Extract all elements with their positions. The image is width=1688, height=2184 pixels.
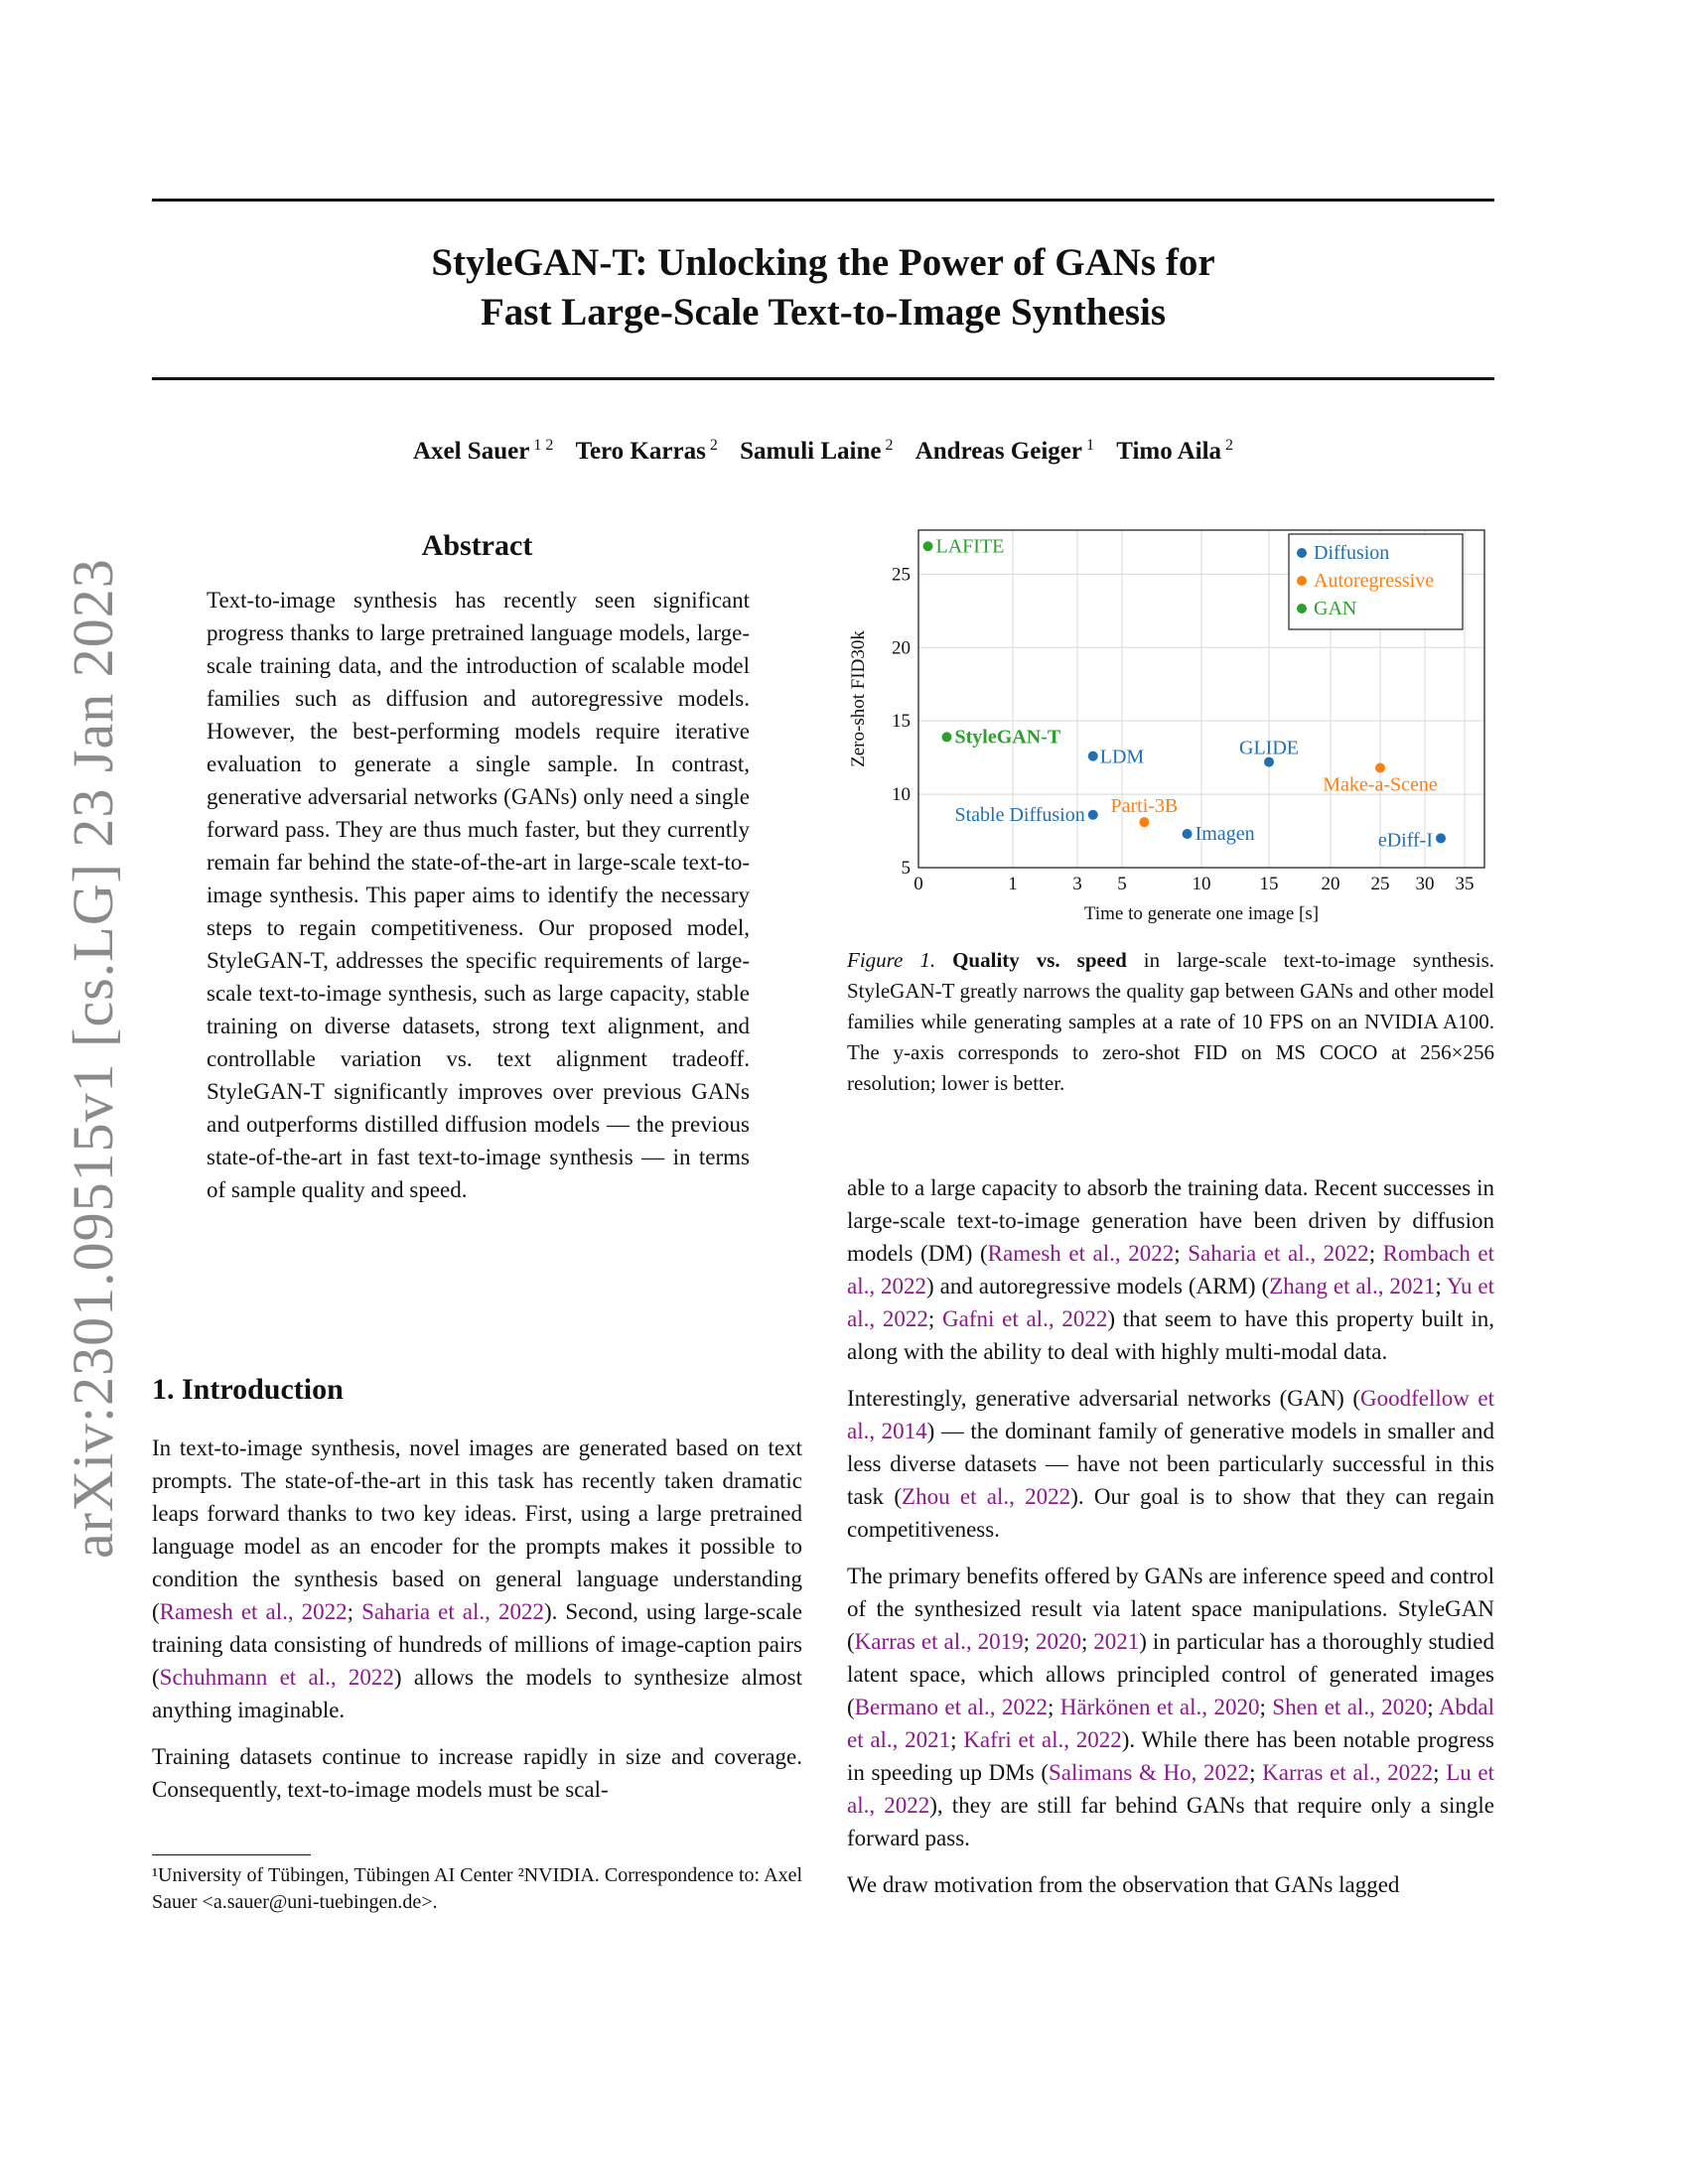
citation-link[interactable]: Härkönen et al., 2020: [1059, 1695, 1260, 1719]
citation-link[interactable]: Saharia et al., 2022: [1188, 1241, 1369, 1266]
paragraph: In text-to-image synthesis, novel images are generated based on text prompts. The state-of-the-art in this task has recently taken dramatic leaps forward thanks to two key ideas. First, using a large pretrained language model as an encoder for the prompts makes it possible to condition the synthesis based on general language understanding (Ramesh et al., 2022; Saharia et al., 2022). Second, using large-scale training data consisting of hundreds of millions of image-caption pairs (Schuhmann et al., 2022) allows the models to synthesize almost anything imaginable.: [152, 1435, 803, 1722]
paragraph: We draw motivation from the observation that GANs lagged: [847, 1872, 1400, 1897]
citation-link[interactable]: Ramesh et al., 2022: [159, 1599, 348, 1624]
paragraph: Training datasets continue to increase rapidly in size and coverage. Consequently, text-to-image models must be scal-: [152, 1744, 802, 1802]
title-line-1: StyleGAN-T: Unlocking the Power of GANs for: [431, 241, 1215, 284]
x-tick-label: 10: [1192, 874, 1211, 894]
y-tick-label: 20: [892, 637, 911, 659]
citation-link[interactable]: Gafni et al., 2022: [942, 1306, 1108, 1331]
author-list: [152, 437, 1494, 466]
title-line-2: Fast Large-Scale Text-to-Image Synthesis: [480, 291, 1167, 334]
data-label: LAFITE: [935, 535, 1005, 558]
x-tick-label: 30: [1415, 874, 1435, 894]
data-label: StyleGAN-T: [954, 726, 1061, 749]
legend-entry: Autoregressive: [1314, 570, 1435, 592]
citation-link[interactable]: Yu et al., 2022: [847, 1274, 1494, 1331]
abstract-heading: Abstract: [421, 529, 533, 562]
arxiv-identifier-stamp: arXiv:2301.09515v1 [cs.LG] 23 Jan 2023: [61, 558, 125, 1559]
footnote-rule: [152, 1854, 311, 1855]
x-tick-label: 5: [1117, 874, 1127, 894]
paragraph: able to a large capacity to absorb the training data. Recent successes in large-scale text-to-image generation have been driven by diffusion models (DM) (Ramesh et al., 2022; Saharia et al., 2022; Rombach et al., 2022) and autoregressive models (ARM) (Zhang et al., 2021; Yu et al., 2022; Gafni et al., 2022) that seem to have this property built in, along with the ability to deal with highly multi-modal data.: [847, 1175, 1495, 1364]
citation-link[interactable]: Goodfellow et al., 2014: [847, 1386, 1494, 1443]
y-tick-label: 15: [892, 711, 911, 733]
data-label: Stable Diffusion: [954, 803, 1085, 826]
author: Axel Sauer $^{1 2}$: [412, 437, 554, 466]
paragraph: The primary benefits offered by GANs are inference speed and control of the synthesized result via latent space manipulations. StyleGAN (Karras et al., 2019; 2020; 2021) in particular has a thoroughly studied latent space, which allows principled control of generated images (Bermano et al., 2022; Härkönen et al., 2020; Shen et al., 2020; Abdal et al., 2021; Kafri et al., 2022). While there has been notable progress in speeding up DMs (Salimans & Ho, 2022; Karras et al., 2022; Lu et al., 2022), they are still far behind GANs that require only a single forward pass.: [847, 1564, 1495, 1850]
legend-entry: Diffusion: [1314, 542, 1390, 564]
data-label: LDM: [1099, 746, 1145, 768]
citation-link[interactable]: Zhang et al., 2021: [1269, 1274, 1436, 1298]
data-label: GLIDE: [1239, 737, 1299, 759]
citation-link[interactable]: Abdal et al., 2021: [847, 1695, 1495, 1752]
section-heading-introduction: 1. Introduction: [152, 1373, 344, 1406]
legend-entry: GAN: [1314, 598, 1357, 619]
citation-link[interactable]: Salimans & Ho, 2022: [1048, 1760, 1250, 1785]
citation-link[interactable]: Saharia et al., 2022: [361, 1599, 544, 1624]
x-tick-label: 35: [1455, 874, 1475, 894]
data-label: Imagen: [1195, 823, 1255, 845]
y-tick-label: 5: [901, 858, 911, 879]
citation-link[interactable]: Karras et al., 2019: [854, 1629, 1024, 1654]
data-point-make-a-scene: [1375, 762, 1385, 772]
figure-quality-vs-speed: [844, 524, 1494, 931]
x-tick-label: 1: [1008, 874, 1018, 894]
x-axis-label: Time to generate one image [s]: [1083, 903, 1320, 924]
legend-marker: [1297, 548, 1307, 558]
x-tick-label: 3: [1072, 874, 1082, 894]
data-label: eDiff-I: [1377, 829, 1433, 852]
author: Andreas Geiger $^1$: [914, 437, 1094, 466]
data-point-parti-3b: [1139, 817, 1149, 827]
citation-link[interactable]: Rombach et al., 2022: [847, 1241, 1495, 1298]
paper-title: [152, 238, 1494, 338]
data-label: Parti-3B: [1110, 795, 1179, 818]
citation-link[interactable]: Zhou et al., 2022: [902, 1484, 1071, 1509]
citation-link[interactable]: Schuhmann et al., 2022: [159, 1665, 394, 1690]
citation-link[interactable]: Shen et al., 2020: [1272, 1695, 1428, 1719]
scatter-chart: [844, 524, 1494, 931]
author: Timo Aila $^2$: [1116, 437, 1234, 466]
paragraph: Interestingly, generative adversarial networks (GAN) (Goodfellow et al., 2014) — the dominant family of generative models in smaller and less diverse datasets — have not been particularly successful in this task (Zhou et al., 2022). Our goal is to show that they can regain competitiveness.: [847, 1386, 1494, 1542]
data-point-stylegan-t: [942, 732, 952, 742]
title-bottom-rule: [152, 377, 1494, 380]
data-point-stable-diffusion: [1088, 810, 1098, 820]
right-column-text: [847, 1171, 1494, 1915]
introduction-text: [152, 1432, 802, 1820]
affiliation-footnote: ¹University of Tübingen, Tübingen AI Center ²NVIDIA. Correspondence to: Axel Sauer <a.sauer@uni-tuebingen.de>.: [152, 1864, 802, 1913]
legend-marker: [1297, 604, 1307, 614]
citation-link[interactable]: 2021: [1093, 1629, 1140, 1654]
figure-caption: Figure 1. Quality vs. speed in large-scale text-to-image synthesis. StyleGAN-T greatly narrows the quality gap between GANs and other model families while generating samples at a rate of 10 FPS on an NVIDIA A100. The y-axis corresponds to zero-shot FID on MS COCO at 256×256 resolution; lower is better.: [847, 948, 1494, 1095]
y-axis-label: Zero-shot FID30k: [848, 630, 869, 767]
x-tick-label: 25: [1370, 874, 1390, 894]
y-tick-label: 10: [892, 784, 911, 806]
data-point-ldm: [1088, 751, 1098, 761]
citation-link[interactable]: Kafri et al., 2022: [963, 1727, 1122, 1752]
data-point-lafite: [923, 541, 933, 551]
citation-link[interactable]: Lu et al., 2022: [847, 1760, 1495, 1818]
citation-link[interactable]: Bermano et al., 2022: [854, 1695, 1048, 1719]
author: Tero Karras $^2$: [575, 437, 718, 466]
citation-link[interactable]: Karras et al., 2022: [1262, 1760, 1434, 1785]
author: Samuli Laine $^2$: [740, 437, 894, 466]
x-tick-label: 15: [1259, 874, 1279, 894]
data-label: Make-a-Scene: [1323, 773, 1438, 796]
x-tick-label: 20: [1321, 874, 1340, 894]
title-top-rule: [152, 199, 1494, 202]
citation-link[interactable]: 2020: [1035, 1629, 1081, 1654]
data-point-imagen: [1183, 829, 1193, 839]
citation-link[interactable]: Ramesh et al., 2022: [987, 1241, 1175, 1266]
x-tick-label: 0: [914, 874, 923, 894]
abstract-text: Text-to-image synthesis has recently seen significant progress thanks to large pretrained language models, large-scale training data, and the introduction of scalable model families such as diffusion and autoregressive models. However, the best-performing models require iterative evaluation to generate a single sample. In contrast, generative adversarial networks (GANs) only need a single forward pass. They are thus much faster, but they currently remain far behind the state-of-the-art in large-scale text-to-image synthesis. This paper aims to identify the necessary steps to regain competitiveness. Our proposed model, StyleGAN-T, addresses the specific requirements of large-scale text-to-image synthesis, such as large capacity, stable training on diverse datasets, strong text alignment, and controllable variation vs. text alignment tradeoff. StyleGAN-T significantly improves over previous GANs and outperforms distilled diffusion models — the previous state-of-the-art in fast text-to-image synthesis — in terms of sample quality and speed.: [207, 588, 750, 1202]
legend-marker: [1297, 576, 1307, 586]
data-point-ediff-i: [1436, 833, 1446, 843]
y-tick-label: 25: [892, 564, 911, 586]
